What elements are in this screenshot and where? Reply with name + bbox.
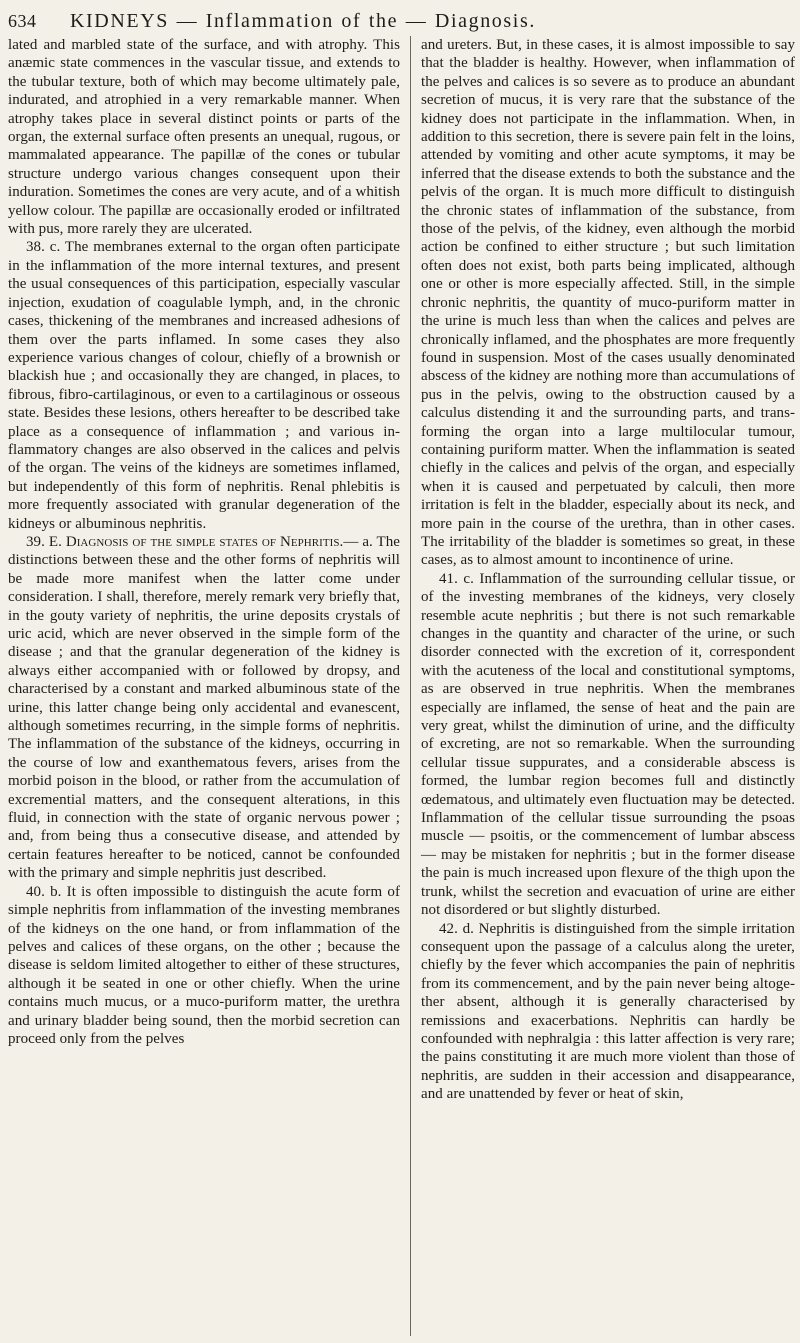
section-heading-diagnosis: 39. E. Diagnosis of the simple states of Nephritis.	[26, 533, 344, 550]
paragraph-40: 40. b. It is often impossible to distinguish the acute form of simple nephritis from inflammation of the investing membranes of the kidneys on the one hand, or from inflammation of the pelves and calices of these organs, on the other ; because the disease is seldom limited altogether to either of these structures, although it be seated in one or other chiefly. When the urine contains much mucus, or a muco-puriform matter, the urethra and urinary bladder being sound, then the morbid secretion can proceed only from the pelves	[8, 883, 400, 1047]
left-column	[8, 36, 400, 1048]
paragraph-41: 41. c. Inflammation of the surrounding cellular tissue, or of the investing membranes of the kidneys, very closely resemble acute nephritis ; but there is not such remarkable changes in the quantity and character of the urine, or such disorder connected with the excretion of it, correspondent with the acuteness of the local and constitutional symptoms, as are observed in true nephritis. When the membranes especially are inflamed, the sense of heat and the pain are very great, whilst the diminution of urine, and the difficulty of excreting, are not so remarkable. When the surrounding cellular tissue suppurates, and a considerable abscess is formed, the lumbar region becomes full and distinctly œdematous, and ultimately even fluctuation may be detected. Inflammation of the cellular tissue surrounding the psoas muscle — psoitis, or the commencement of lumbar abscess — may be mistaken for nephritis ; but in the former disease the pain is much increased upon flexure of the thigh upon the trunk, whilst the secretion and evacuation of urine are either not disordered or but slightly disturbed.	[421, 570, 795, 919]
page-number: 634	[8, 11, 37, 31]
paragraph-37-continued: lated and marbled state of the surface, and with atrophy. This anæmic state commences in the vascular tissue, and extends to the tubular texture, both of which may become ultimately pale, indurated, and atrophied in a very remarkable manner. When atrophy takes place in several distinct points or parts of the organ, the external surface often presents an unequal, rugous, or mammalated appearance. The papillæ of the cones or tubular structure undergo various changes consequent upon their induration. Sometimes the cones are very acute, and of a whitish yellow colour. The papillæ are occasionally eroded or infiltrated with pus, more rarely they are ulcerated.	[8, 37, 400, 238]
paragraph-38: 38. c. The membranes external to the organ often participate in the inflammation of the more internal textures, and present the usual consequences of this participation, especially vascular injection, exudation of coagulable lymph, and, in the chronic cases, thickening of the membranes and increased adhesions of them over the parts inflamed. In some cases they also experience various changes of colour, chiefly of a brownish or blackish hue ; and occasionally they are changed, in places, to fibrous, fibro-cartilaginous, or even to a cartilaginous or osseous state. Besides these lesions, others hereafter to be described take place as a consequence of inflammation ; and various inflammatory changes are also observed in the calices and pelvis of the organ. The veins of the kidneys are sometimes inflamed, but independently of this form of nephritis. Renal phlebitis is more frequently associated with granular degeneration of the kidneys or albuminous nephritis.	[8, 239, 400, 532]
paragraph-42: 42. d. Nephritis is distinguished from the simple irritation consequent upon the passage of a calculus along the ureter, chiefly by the fever which accompanies the pain of nephritis from its commencement, and by the pain never being altogether absent, although it is generally characterised by remissions and exacerbations. Nephritis can hardly be confounded with nephralgia : this latter affection is very rare; the pains constituting it are much more violent than those of nephritis, are sudden in their accession and disappearance, and are unattended by fever or heat of skin,	[421, 920, 795, 1103]
paragraph-40-continued: and ureters. But, in these cases, it is almost impossible to say that the bladder is healthy. However, when inflammation of the pelves and calices is so severe as to produce an abundant secretion of mucus, it is very rare that the substance of the kidney does not participate in the inflammation. When, in addition to this secretion, there is severe pain felt in the loins, attended by vomiting and other acute symptoms, it may be inferred that the disease extends to both the substance and the pelvis of the organ. It is much more difficult to distinguish the chronic states of inflammation of the substance, from those of the pelvis, of the kidney, even although the morbid action be confined to either structure ; but such limitation often does not exist, both parts being implicated, although one or other is more especially affected. Still, in the simple chronic nephritis, the quantity of muco-puriform matter in the urine is much less than when the calices and pelves are chronically inflamed, and the phosphates are more frequently found in suspension. Most of the cases usually denominated abscess of the kidney are nothing more than accumulations of pus in the pelvis, owing to the obstruction caused by a calculus distending it and the surrounding parts, and transforming the organ into a large multilocular tumour, containing puriform matter. When the inflammation is seated chiefly in the calices and pelvis of the organ, and especially when it is caused and perpetuated by calculi, then more irritation is felt in the bladder, especially about its neck, and more pain in the course of the urethra, than in other cases. The irritability of the bladder is sometimes so great, in these cases, as to almost amount to incontinence of urine.	[421, 37, 795, 569]
paragraph-39	[8, 533, 400, 883]
running-title: KIDNEYS — Inflammation of the — Diagnosis.	[70, 10, 536, 32]
paragraph-39-text: — a. The distinctions between these and the other forms of nephritis will be made more manifest when the latter come under consideration. I shall, therefore, merely remark very briefly that, in the gouty variety of nephritis, the urine deposits crystals of uric acid, which are never observed in the simple form of the disease ; and that the granular degeneration of the kidney is always either accompanied with or followed by dropsy, and characterised by a constant and marked albuminous state of the urine, this latter change being only accidental and evanescent, although sometimes recurring, in the simple forms of nephritis. The inflammation of the substance of the kidneys, occurring in the course of low and exanthematous fevers, arises from the morbid poison in the blood, or rather from the accumulation of excremential matters, and the consequent alterations, in this fluid, in connection with the state of organic nervous power ; and, from being thus a consecutive disease, and attended by certain features hereafter to be noticed, cannot be confounded with the primary and simple nephritis just described.	[8, 533, 401, 882]
page-header	[8, 10, 792, 36]
right-column	[421, 36, 795, 1104]
column-divider	[410, 36, 411, 1336]
